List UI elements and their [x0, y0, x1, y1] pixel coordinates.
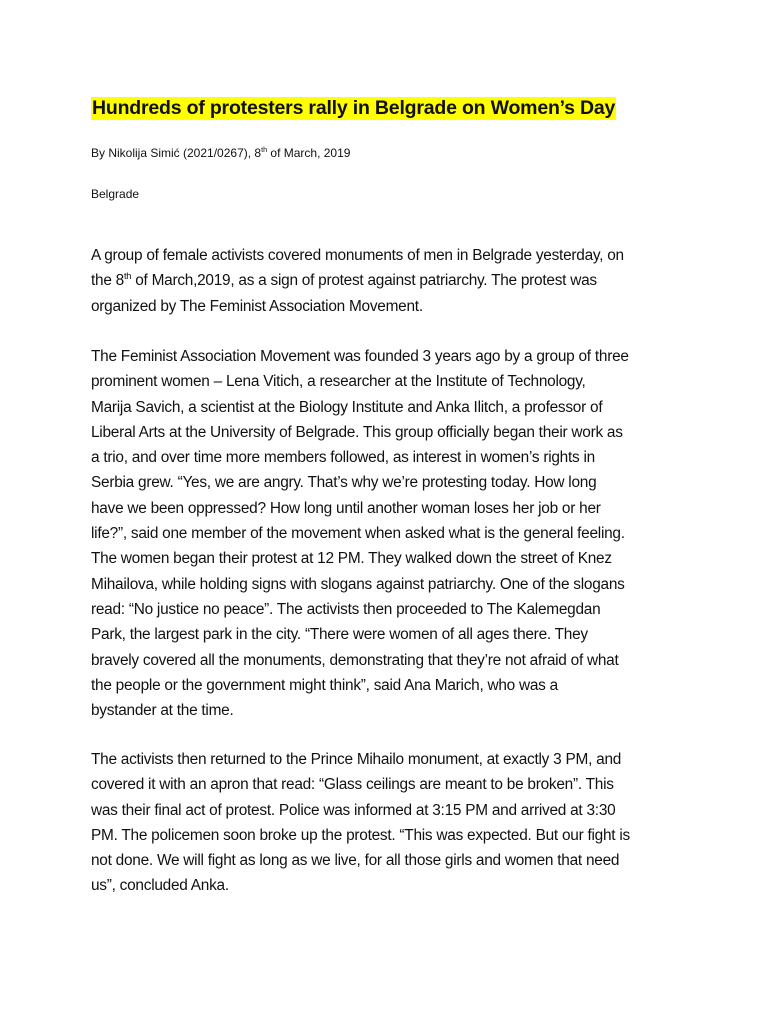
byline-ordinal-suffix: th	[261, 145, 268, 154]
text-line: Mihailova, while holding signs with slogans against patriarchy. One of the slogans	[91, 575, 625, 593]
paragraph-intro	[91, 243, 691, 319]
text-line: bravely covered all the monuments, demonstrating that they’re not afraid of what	[91, 651, 619, 669]
article-dateline: Belgrade	[91, 187, 140, 201]
text-line: The women began their protest at 12 PM. They walked down the street of Knez	[91, 550, 612, 568]
text-line: Park, the largest park in the city. “There were women of all ages there. They	[91, 626, 588, 644]
text-line: The activists then returned to the Prince Mihailo monument, at exactly 3 PM, and	[91, 751, 622, 768]
article-byline	[91, 145, 350, 161]
text-line: organized by The Feminist Association Movement.	[91, 297, 423, 315]
text-line: have we been oppressed? How long until another woman loses her job or her	[91, 499, 601, 517]
text-line	[91, 268, 691, 293]
text-line: bystander at the time.	[91, 702, 234, 720]
line-part: the 8	[91, 272, 124, 290]
text-line: Serbia grew. “Yes, we are angry. That’s why we’re protesting today. How long	[91, 474, 597, 492]
text-line: the people or the government might think”, said Ana Marich, who was a	[91, 676, 558, 694]
ordinal-suffix: th	[123, 271, 132, 282]
text-line: us”, concluded Anka.	[91, 877, 229, 895]
text-line: Liberal Arts at the University of Belgrade. This group officially began their work as	[91, 423, 623, 441]
headline-highlight: Hundreds of protesters rally in Belgrade on Women’s Day	[92, 97, 616, 119]
text-line: life?”, said one member of the movement when asked what is the general feeling.	[91, 525, 625, 543]
article-headline	[91, 95, 616, 121]
paragraph-conclusion	[91, 747, 691, 899]
text-line: prominent women – Lena Vitich, a researcher at the Institute of Technology,	[91, 373, 586, 391]
text-line: a trio, and over time more members followed, as interest in women’s rights in	[91, 449, 595, 467]
text-line: Marija Savich, a scientist at the Biology Institute and Anka Ilitch, a professor of	[91, 398, 603, 416]
text-line: covered it with an apron that read: “Glass ceilings are meant to be broken”. This	[91, 776, 614, 794]
line-part: of March,2019, as a sign of protest against patriarchy. The protest was	[131, 272, 597, 290]
text-line: The Feminist Association Movement was founded 3 years ago by a group of three	[91, 348, 629, 365]
byline-suffix: of March, 2019	[267, 146, 351, 160]
text-line: read: “No justice no peace”. The activists then proceeded to The Kalemegdan	[91, 600, 601, 618]
text-line: was their final act of protest. Police was informed at 3:15 PM and arrived at 3:30	[91, 801, 616, 819]
paragraph-background	[91, 344, 691, 723]
byline-prefix: By Nikolija Simić (2021/0267), 8	[91, 146, 262, 160]
text-line: PM. The policemen soon broke up the protest. “This was expected. But our fight is	[91, 826, 630, 844]
text-line: not done. We will fight as long as we live, for all those girls and women that need	[91, 852, 620, 870]
text-line: A group of female activists covered monuments of men in Belgrade yesterday, on	[91, 247, 624, 264]
